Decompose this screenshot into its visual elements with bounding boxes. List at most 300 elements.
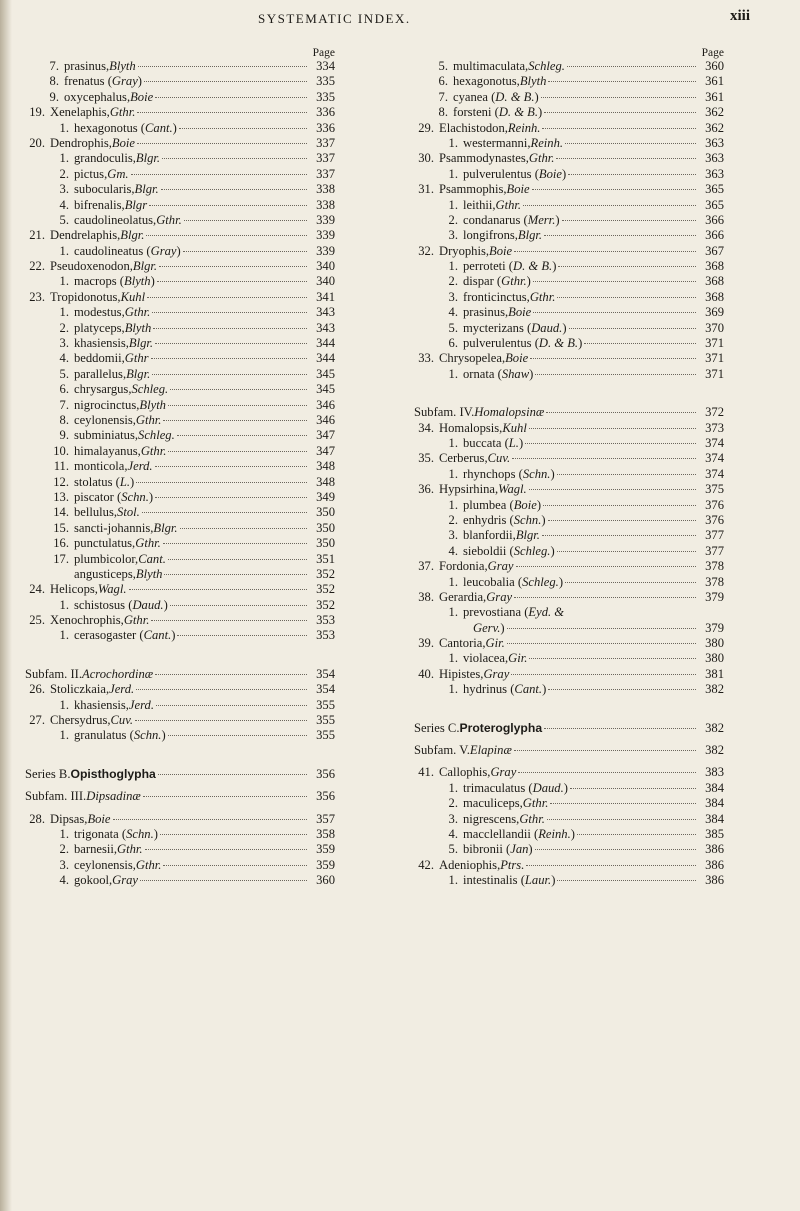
entry-close-paren: ) [171, 628, 176, 643]
entry-page: 379 [705, 620, 724, 635]
entry-close-paren: ) [129, 474, 135, 489]
entry-page: 378 [705, 559, 724, 574]
entry-close-paren: ) [578, 336, 583, 351]
entry-page: 385 [705, 826, 724, 841]
entry-number: 2. [59, 166, 69, 181]
species-entry [414, 228, 724, 243]
entry-name: ceylonensis, [74, 857, 136, 872]
entry-page: 353 [316, 628, 335, 643]
entry-number: 1. [59, 597, 69, 612]
entry-page: 371 [705, 336, 724, 351]
entry-authority: Blgr. [135, 151, 161, 166]
species-entry [25, 490, 335, 505]
entry-name: pulverulentus ( [463, 336, 539, 351]
genus-entry [25, 290, 335, 305]
entry-name: leucobalia ( [463, 574, 523, 589]
entry-page: 363 [705, 166, 724, 181]
leader-dots [533, 312, 696, 313]
entry-number: 13. [53, 489, 69, 504]
entry-authority: L. [119, 474, 130, 489]
leader-dots [565, 143, 696, 144]
leader-dots [568, 174, 696, 175]
entry-authority: Gthr. [501, 274, 527, 289]
species-entry [414, 259, 724, 274]
genus-entry [414, 858, 724, 873]
entry-page: 355 [316, 713, 335, 728]
entry-number: 1. [448, 780, 458, 795]
species-entry [25, 59, 335, 74]
leader-dots [161, 189, 307, 190]
leader-dots [577, 834, 696, 835]
entry-page: 349 [316, 489, 335, 504]
entry-page: 361 [705, 89, 724, 104]
genus-entry [25, 582, 335, 597]
leader-dots [544, 728, 696, 729]
species-entry [25, 121, 335, 136]
species-entry [414, 467, 724, 482]
entry-number: 4. [448, 543, 458, 558]
leader-dots [157, 281, 307, 282]
entry-number: 32. [418, 243, 434, 258]
entry-page: 344 [316, 336, 335, 351]
entry-authority: Gm. [107, 166, 129, 181]
entry-number: 15. [53, 520, 69, 535]
entry-authority: Gthr. [117, 842, 143, 857]
species-entry [414, 436, 724, 451]
leader-dots [569, 328, 696, 329]
entry-page: 337 [316, 166, 335, 181]
entry-number: 33. [418, 351, 434, 366]
entry-name: Xenelaphis, [50, 105, 110, 120]
species-entry [414, 528, 724, 543]
leader-dots [547, 819, 696, 820]
entry-name: himalayanus, [74, 443, 141, 458]
leader-dots [152, 374, 307, 375]
entry-authority: Gthr. [140, 443, 167, 458]
genus-entry [414, 559, 724, 574]
entry-authority: Cant. [138, 551, 166, 566]
entry-authority: Schleg. [131, 382, 169, 397]
entry-name: stolatus ( [74, 474, 120, 489]
entry-page: 370 [705, 320, 724, 335]
entry-number: 9. [49, 89, 59, 104]
entry-authority: Gray [486, 589, 513, 604]
species-entry [414, 198, 724, 213]
entry-number: 24. [29, 582, 45, 597]
entry-number: 1. [59, 728, 69, 743]
leader-dots [151, 358, 307, 359]
leader-dots [177, 435, 307, 436]
entry-name: Callophis, [439, 765, 491, 780]
entry-name: nigrocinctus, [74, 397, 140, 412]
species-entry [414, 213, 724, 228]
entry-authority: D. & B. [498, 105, 538, 120]
entry-name: chrysargus, [74, 382, 132, 397]
entry-page: 360 [705, 59, 724, 73]
entry-number: 1. [59, 151, 69, 166]
entry-authority: Blyth [139, 397, 166, 412]
entry-authority: L. [508, 435, 519, 450]
entry-close-paren: ) [555, 212, 560, 227]
leader-dots [163, 420, 307, 421]
entry-name: Cerberus, [439, 451, 488, 466]
genus-entry [414, 765, 724, 780]
entry-name: Series B. [25, 766, 71, 781]
entry-name: macrops ( [74, 274, 125, 289]
entry-close-paren: ) [562, 320, 567, 335]
entry-name: prasinus, [463, 305, 509, 320]
entry-number: 7. [438, 89, 448, 104]
entry-page: 334 [316, 59, 335, 73]
entry-authority: Blyth [519, 74, 547, 89]
entry-name: intestinalis ( [463, 873, 525, 888]
entry-number: 1. [448, 651, 458, 666]
entry-page: 344 [316, 351, 335, 366]
entry-page: 361 [705, 74, 724, 89]
entry-number: 1. [59, 274, 69, 289]
entry-authority: Blgr. [134, 182, 159, 197]
leader-dots [156, 705, 307, 706]
entry-authority: Schn. [513, 512, 542, 527]
entry-page: 376 [705, 497, 724, 512]
entry-number: 6. [438, 74, 448, 89]
entry-close-paren: ) [148, 489, 154, 504]
entry-name: Subfam. IV. [414, 405, 475, 420]
entry-number: 30. [418, 151, 434, 166]
entry-authority: Cuv. [110, 713, 134, 728]
entry-page: 384 [705, 796, 724, 811]
entry-number: 27. [29, 713, 45, 728]
entry-authority: Blgr [124, 197, 148, 212]
leader-dots [159, 266, 307, 267]
species-entry [414, 336, 724, 351]
running-title: SYSTEMATIC INDEX. [258, 11, 411, 26]
leader-dots [584, 343, 696, 344]
species-entry [414, 781, 724, 796]
entry-close-paren: ) [172, 120, 177, 135]
entry-number: 19. [29, 105, 45, 120]
entry-page: 336 [316, 120, 335, 135]
entry-close-paren: ) [161, 728, 166, 743]
entry-authority: Blgr. [132, 259, 158, 274]
entry-authority: Eyd. & [528, 605, 565, 620]
entry-number: 1. [448, 497, 458, 512]
entry-page: 365 [705, 197, 724, 212]
species-entry [25, 90, 335, 105]
genus-entry [414, 244, 724, 259]
entry-authority: Reinh. [538, 826, 571, 841]
entry-authority: Boie [505, 351, 529, 366]
page-column-label: Page [701, 47, 724, 59]
leader-dots [507, 643, 696, 644]
entry-authority: Schleg. [513, 543, 551, 558]
entry-number: 5. [448, 320, 458, 335]
entry-number: 3. [448, 289, 458, 304]
entry-authority: Blyth [109, 59, 136, 73]
page-number: xiii [730, 8, 751, 24]
entry-authority: Acrochordinæ [82, 666, 154, 681]
species-entry [414, 167, 724, 182]
entry-name: trimaculatus ( [463, 780, 533, 795]
entry-name: caudolineatus ( [74, 243, 151, 258]
leader-dots [529, 489, 696, 490]
entry-number: 3. [448, 811, 458, 826]
entry-close-paren: ) [534, 89, 539, 104]
entry-authority: Cant. [514, 682, 543, 697]
entry-authority: Gthr. [519, 811, 545, 826]
leader-dots [164, 574, 307, 575]
entry-page: 382 [705, 682, 724, 697]
leader-dots [168, 559, 307, 560]
entry-name: trigonata ( [74, 826, 127, 841]
entry-name: multimaculata, [453, 59, 529, 73]
entry-page: 355 [316, 697, 335, 712]
entry-authority: Stol. [117, 505, 140, 520]
entry-number: 3. [448, 228, 458, 243]
index-heading [414, 405, 724, 420]
entry-number: 1. [448, 197, 458, 212]
entry-page: 346 [316, 397, 335, 412]
entry-authority: Schleg. [522, 574, 559, 589]
entry-close-paren: ) [163, 597, 168, 612]
entry-close-paren: ) [518, 435, 524, 450]
entry-number: 1. [448, 466, 458, 481]
entry-page: 348 [316, 459, 335, 474]
genus-entry [25, 228, 335, 243]
entry-authority: Gir. [485, 636, 505, 651]
leader-dots [170, 605, 307, 606]
leader-dots [149, 205, 307, 206]
leader-dots [170, 389, 307, 390]
entry-authority: Boie [489, 243, 513, 258]
entry-name: buccata ( [463, 435, 509, 450]
leader-dots [565, 582, 696, 583]
entry-number: 5. [59, 212, 69, 227]
entry-name: longifrons, [463, 228, 518, 243]
entry-close-paren: ) [529, 366, 534, 381]
entry-page: 346 [316, 412, 335, 427]
entry-number: 8. [59, 412, 69, 427]
entry-authority: Shaw [501, 366, 530, 381]
entry-authority: Blgr. [126, 366, 151, 381]
entry-page: 337 [316, 151, 335, 166]
index-heading [25, 789, 335, 804]
entry-authority: Schn. [126, 826, 154, 841]
entry-number: 1. [448, 605, 458, 620]
entry-page: 348 [316, 474, 335, 489]
entry-close-paren: ) [550, 543, 555, 558]
entry-page: 377 [705, 528, 724, 543]
entry-name: pictus, [74, 166, 108, 181]
species-entry [25, 459, 335, 474]
species-entry [25, 74, 335, 89]
entry-authority: Blyth [135, 566, 163, 581]
entry-name: fronticinctus, [463, 289, 530, 304]
entry-page: 372 [705, 405, 724, 420]
species-entry [414, 873, 724, 888]
entry-page: 374 [705, 451, 724, 466]
entry-authority: Kuhl [120, 289, 146, 304]
leader-dots [113, 819, 307, 820]
entry-name: Stoliczkaia, [50, 682, 110, 697]
entry-name: beddomii, [74, 351, 125, 366]
entry-page: 335 [316, 89, 335, 104]
entry-name: mycterizans ( [463, 320, 532, 335]
entry-close-paren: ) [542, 682, 547, 697]
entry-name: hydrinus ( [463, 682, 515, 697]
entry-number: 2. [59, 842, 69, 857]
species-entry [414, 544, 724, 559]
entry-number: 2. [59, 320, 69, 335]
entry-page: 363 [705, 151, 724, 166]
entry-name: Xenochrophis, [50, 613, 124, 628]
entry-page: 355 [316, 728, 335, 743]
genus-entry [25, 259, 335, 274]
entry-number: 11. [53, 459, 69, 474]
genus-entry [25, 136, 335, 151]
entry-authority: Schleg. [138, 428, 175, 443]
entry-close-paren: ) [551, 873, 556, 888]
leader-dots [507, 628, 696, 629]
entry-name: Series C. [414, 720, 460, 735]
entry-page: 371 [705, 366, 724, 381]
entry-close-paren: ) [563, 780, 568, 795]
entry-authority: Blgr. [120, 228, 145, 243]
entry-number: 1. [59, 305, 69, 320]
leader-dots [158, 774, 307, 775]
genus-entry [414, 451, 724, 466]
entry-name: Hipistes, [439, 666, 484, 681]
entry-authority: Reinh. [530, 135, 564, 150]
entry-number: 3. [448, 528, 458, 543]
leader-dots [567, 66, 696, 67]
entry-name: plumbea ( [463, 497, 514, 512]
leader-dots [155, 343, 307, 344]
leader-dots [136, 482, 307, 483]
species-entry [25, 351, 335, 366]
species-entry [414, 842, 724, 857]
species-entry [25, 198, 335, 213]
entry-authority: D. & B. [513, 259, 553, 274]
species-entry [25, 505, 335, 520]
genus-entry [414, 121, 724, 136]
entry-authority: Schn. [133, 728, 162, 743]
entry-name: khasiensis, [74, 697, 129, 712]
entry-number: 25. [29, 613, 45, 628]
leader-dots [533, 281, 696, 282]
entry-page: 339 [316, 228, 335, 243]
leader-dots [541, 97, 696, 98]
entry-name: dispar ( [463, 274, 502, 289]
species-entry [25, 213, 335, 228]
entry-name: Subfam. II. [25, 666, 83, 681]
entry-page: 339 [316, 243, 335, 258]
leader-dots [153, 328, 307, 329]
entry-page: 343 [316, 305, 335, 320]
leader-dots [142, 512, 307, 513]
entry-page: 368 [705, 259, 724, 274]
leader-dots [137, 143, 307, 144]
entry-name: rhynchops ( [463, 466, 523, 481]
entry-page: 367 [705, 243, 724, 258]
leader-dots [168, 405, 307, 406]
entry-page: 357 [316, 811, 335, 826]
entry-name: Dendrelaphis, [50, 228, 121, 243]
entry-authority: Gthr. [109, 105, 136, 120]
entry-page: 373 [705, 420, 724, 435]
entry-close-paren: ) [528, 842, 533, 857]
entry-page: 382 [705, 720, 724, 735]
species-entry [25, 873, 335, 888]
species-entry [25, 552, 335, 567]
species-entry [25, 305, 335, 320]
entry-authority: Blyth [124, 274, 151, 289]
species-entry [414, 651, 724, 666]
entry-authority: Gthr. [528, 151, 555, 166]
entry-number: 1. [448, 259, 458, 274]
entry-page: 350 [316, 520, 335, 535]
entry-authority: Gray [150, 243, 177, 258]
entry-authority: Gthr. [495, 197, 522, 212]
entry-authority: Gray [111, 74, 138, 89]
entry-authority: Jerd. [127, 459, 153, 474]
leader-dots [160, 834, 307, 835]
entry-page: 378 [705, 574, 724, 589]
entry-page: 352 [316, 582, 335, 597]
entry-page: 353 [316, 613, 335, 628]
entry-name: barnesii, [74, 842, 118, 857]
species-entry [25, 698, 335, 713]
leader-dots [146, 235, 307, 236]
species-entry [414, 575, 724, 590]
entry-authority: Gray [483, 666, 510, 681]
entry-number: 2. [448, 274, 458, 289]
entry-page: 345 [316, 382, 335, 397]
leader-dots [535, 849, 696, 850]
leader-dots [526, 865, 696, 866]
species-entry [25, 628, 335, 643]
entry-page: 358 [316, 826, 335, 841]
leader-dots [137, 112, 307, 113]
entry-page: 386 [705, 857, 724, 872]
leader-dots [511, 674, 696, 675]
leader-dots [138, 66, 307, 67]
entry-name: Chersydrus, [50, 713, 111, 728]
entry-number: 1. [59, 628, 69, 643]
entry-authority: Ptrs. [500, 857, 525, 872]
entry-authority: Jerd. [109, 682, 135, 697]
entry-page: 335 [316, 74, 335, 89]
species-entry [414, 305, 724, 320]
page-edge-shadow [0, 0, 12, 1211]
entry-authority: Gray [487, 559, 514, 574]
entry-number: 5. [438, 59, 448, 73]
leader-dots [144, 81, 307, 82]
entry-authority: Elapinæ [469, 743, 512, 758]
entry-name: sancti-johannis, [74, 520, 154, 535]
leader-dots [529, 428, 696, 429]
entry-page: 371 [705, 351, 724, 366]
entry-name: Tropidonotus, [50, 289, 121, 304]
leader-dots [163, 543, 307, 544]
index-column-right [414, 47, 724, 889]
entry-page: 386 [705, 873, 724, 888]
leader-dots [155, 497, 307, 498]
species-entry [25, 336, 335, 351]
entry-close-paren: ) [562, 166, 567, 181]
entry-name: Subfam. V. [414, 743, 470, 758]
species-entry [25, 367, 335, 382]
